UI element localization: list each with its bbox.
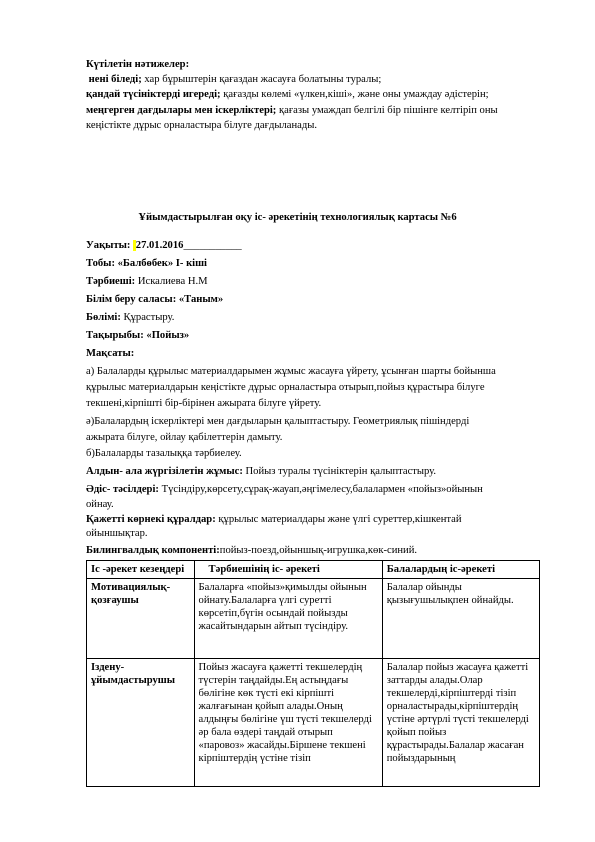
header-children: Балалардың іс-әрекеті bbox=[382, 561, 539, 579]
outcome-skills bbox=[86, 104, 498, 117]
materials-line-2: ойыншықтар. bbox=[86, 528, 148, 539]
table-row bbox=[87, 579, 540, 659]
bilingual-label: Билингвалдық компоненті: bbox=[86, 545, 220, 556]
materials-label: Қажетті көрнекі құралдар: bbox=[86, 514, 216, 525]
section-value: Құрастыру. bbox=[123, 312, 175, 323]
outcome-ideas-text: қағазды көлемі «үлкен,кіші», және оны умаждау әдістерін; bbox=[223, 89, 489, 100]
date-line bbox=[86, 239, 242, 252]
header-stage: Іс -әрекет кезеңдері bbox=[87, 561, 195, 579]
prelim-text: Пойыз туралы түсініктерін қалыптастыру. bbox=[245, 466, 437, 477]
goals-heading: Мақсаты: bbox=[86, 348, 135, 359]
materials-line bbox=[86, 513, 462, 526]
bilingual-text: пойыз-поезд,ойыншық-игрушка,көк-синий. bbox=[219, 545, 418, 556]
prelim-label: Алдын- ала жүргізілетін жұмыс: bbox=[86, 466, 243, 477]
teacher-line bbox=[86, 275, 208, 288]
row-stage: Іздену-ұйымдастырушы bbox=[87, 659, 195, 787]
outcome-ideas bbox=[86, 88, 489, 101]
section-line bbox=[86, 311, 174, 324]
teacher-label: Тәрбиеші: bbox=[86, 276, 136, 287]
methods-label: Әдіс- тәсілдері: bbox=[86, 484, 159, 495]
field-label: Білім беру саласы: bbox=[86, 294, 177, 305]
outcome-skills-label: меңгерген дағдылары мен іскерліктері; bbox=[86, 105, 277, 116]
date-label: Уақыты: bbox=[86, 240, 131, 251]
goal-b-line-2: ажырата білуге, ойлау қабілеттерін дамыту. bbox=[86, 432, 283, 443]
bilingual-line bbox=[86, 544, 417, 557]
materials-text: құрылыс материалдары және үлгі суреттер,кішкентай bbox=[218, 514, 462, 525]
card-title: Ұйымдастырылған оқу іс- әрекетінің технологиялық картасы №6 bbox=[138, 212, 457, 223]
field-value: «Таным» bbox=[178, 294, 224, 305]
section-label: Бөлімі: bbox=[86, 312, 121, 323]
outcome-skills-text: қағазы умаждап белгілі бір пішінге келтіріп оны bbox=[278, 105, 498, 116]
row-teacher-action: Пойыз жасауға қажетті текшелердің түстерін таңдайды.Ең астыңдағы бөлігіне көк түсті екі кірпішті жалғағынан қойып алады.Оның алдыңғы бөлігіне үш түсті текшелерді әр бала өздері таңдай отырып «паровоз» жасайды.Біршене текшені кірпіштердің үстіне тізіп bbox=[194, 659, 382, 787]
topic-line bbox=[86, 329, 189, 342]
header-teacher: Тәрбиешінің іс- әрекеті bbox=[194, 561, 382, 579]
goal-a-line-3: текшені,кірпішті бір-бірінен ажырата білуге үйрету. bbox=[86, 398, 322, 409]
topic-label: Тақырыбы: bbox=[86, 330, 144, 341]
methods-line bbox=[86, 483, 483, 496]
goal-c-line-1: б)Балаларды тазалыққа тәрбиелеу. bbox=[86, 448, 242, 459]
goal-b-line-1: ә)Балалардың іскерліктері мен дағдыларын қалыптастыру. Геометриялық пішіндерді bbox=[86, 416, 470, 427]
group-line: Тобы: «Балбөбек» I- кіші bbox=[86, 258, 208, 269]
outcomes-heading: Күтілетін нәтижелер: bbox=[86, 59, 190, 70]
field-line bbox=[86, 293, 223, 306]
outcome-skills-cont: кеңістікте дұрыс орналастыра білуге дағдыланады. bbox=[86, 120, 317, 131]
date-underline: ___________ bbox=[183, 240, 242, 251]
table-header-row bbox=[87, 561, 540, 579]
row-children-action: Балалар ойынды қызығушылықпен ойнайды. bbox=[382, 579, 539, 659]
row-teacher-action: Балаларға «пойыз»қимылды ойынын ойнату.Балаларға үлгі суретті көрсетіп,бүгін осындай пойызды жасайтындарын айтып түсіндіру. bbox=[194, 579, 382, 659]
row-children-action: Балалар пойыз жасауға қажетті заттарды алады.Олар текшелерді,кірпіштерді тізіп орналастырады,кірпіштердің үстіне әртүрлі түсті текшелерді қойып пойыз құрастырады.Балалар жасаған пойыздарының bbox=[382, 659, 539, 787]
goal-a-line-2: құрылыс материалдарын кеңістікте дұрыс орналастыра отырып,пойыз құрастыра білуге bbox=[86, 382, 485, 393]
outcome-ideas-label: қандай түсініктерді игереді; bbox=[86, 89, 221, 100]
teacher-value: Искалиева Н.М bbox=[137, 276, 208, 287]
table-row bbox=[87, 659, 540, 787]
methods-text: Түсіндіру,көрсету,сұрақ-жауап,әңгімелесу,балалармен «пойыз»ойынын bbox=[161, 484, 483, 495]
outcome-knows-label: нені біледі; bbox=[88, 74, 142, 85]
date-value: 27.01.2016 bbox=[135, 240, 184, 251]
outcome-knows-text: хар бұрыштерін қағаздан жасауға болатыны туралы; bbox=[144, 74, 382, 85]
activity-table bbox=[86, 560, 540, 787]
prelim-line bbox=[86, 465, 436, 478]
topic-value: «Пойыз» bbox=[146, 330, 190, 341]
row-stage: Мотивациялық-қозғаушы bbox=[87, 579, 195, 659]
outcome-knows bbox=[86, 73, 381, 86]
methods-line-2: ойнау. bbox=[86, 499, 114, 510]
goal-a-line-1: а) Балаларды құрылыс материалдарымен жұмыс жасауға үйрету, ұсынған шарты бойынша bbox=[86, 366, 496, 377]
